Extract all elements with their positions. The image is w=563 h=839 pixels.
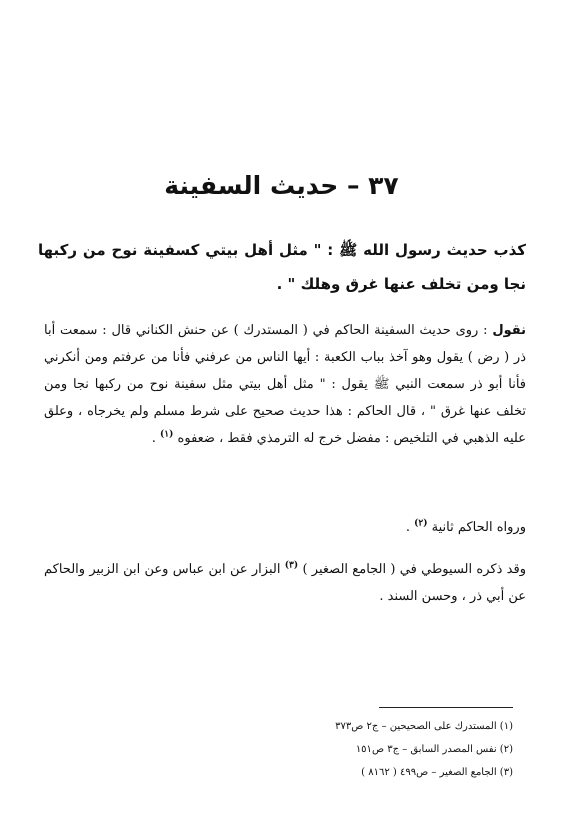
paragraph-hakim-narration <box>44 317 526 452</box>
footnote-item: (١) المستدرك على الصحيحين – ج٢ ص٣٧٣ <box>335 721 513 732</box>
paragraph-hakim-second <box>44 514 526 541</box>
paragraph-end: . <box>151 431 156 446</box>
paragraph-body-end: البزار عن ابن عباس وعن ابن الزبير والحاكم عن أبي ذر ، وحسن السند . <box>44 562 526 604</box>
paragraph-body-start: وقد ذكره السيوطي في ( الجامع الصغير ) <box>302 562 526 577</box>
footnote-item: (٢) نفس المصدر السابق – ج٣ ص١٥١ <box>355 744 513 755</box>
footnote-ref[interactable]: (٢) <box>414 518 428 529</box>
footnote-item: (٣) الجامع الصغير – ص٤٩٩ ( ٨١٦٢ ) <box>361 767 513 778</box>
footnotes <box>200 715 513 784</box>
paragraph-body: : روى حديث السفينة الحاكم في ( المستدرك ) عن حنش الكناني قال : سمعت أبا ذر ( رض ) يقول وهو آخذ بباب الكعبة : أيها الناس من عرفني فأنا من عرفتم ومن أنكرني فأنا أبو ذر سمعت النبي ﷺ يقول : " مثل أهل بيتي مثل سفينة نوح من ركبها نجا ومن تخلف عنها غرق " ، قال الحاكم : هذا حديث صحيح على شرط مسلم ولم يخرجاه ، وعلق عليه الذهبي في التلخيص : مفضل خرج له الترمذي فقط ، ضعفوه <box>44 323 526 446</box>
chapter-title: ٣٧ – حديث السفينة <box>164 171 399 200</box>
footnote-divider <box>379 707 513 708</box>
footnote-ref[interactable]: (١) <box>160 429 174 440</box>
paragraph-suyuti <box>44 556 526 610</box>
footnote-ref[interactable]: (٣) <box>284 560 299 571</box>
paragraph-body: ورواه الحاكم ثانية <box>431 520 526 535</box>
paragraph-end: . <box>405 520 410 535</box>
paragraph-lead-word: نقول <box>492 323 526 338</box>
hadith-heading: كذب حديث رسول الله ﷺ : " مثل أهل بيتي كسفينة نوح من ركبها نجا ومن تخلف عنها غرق وهلك " . <box>38 241 526 293</box>
